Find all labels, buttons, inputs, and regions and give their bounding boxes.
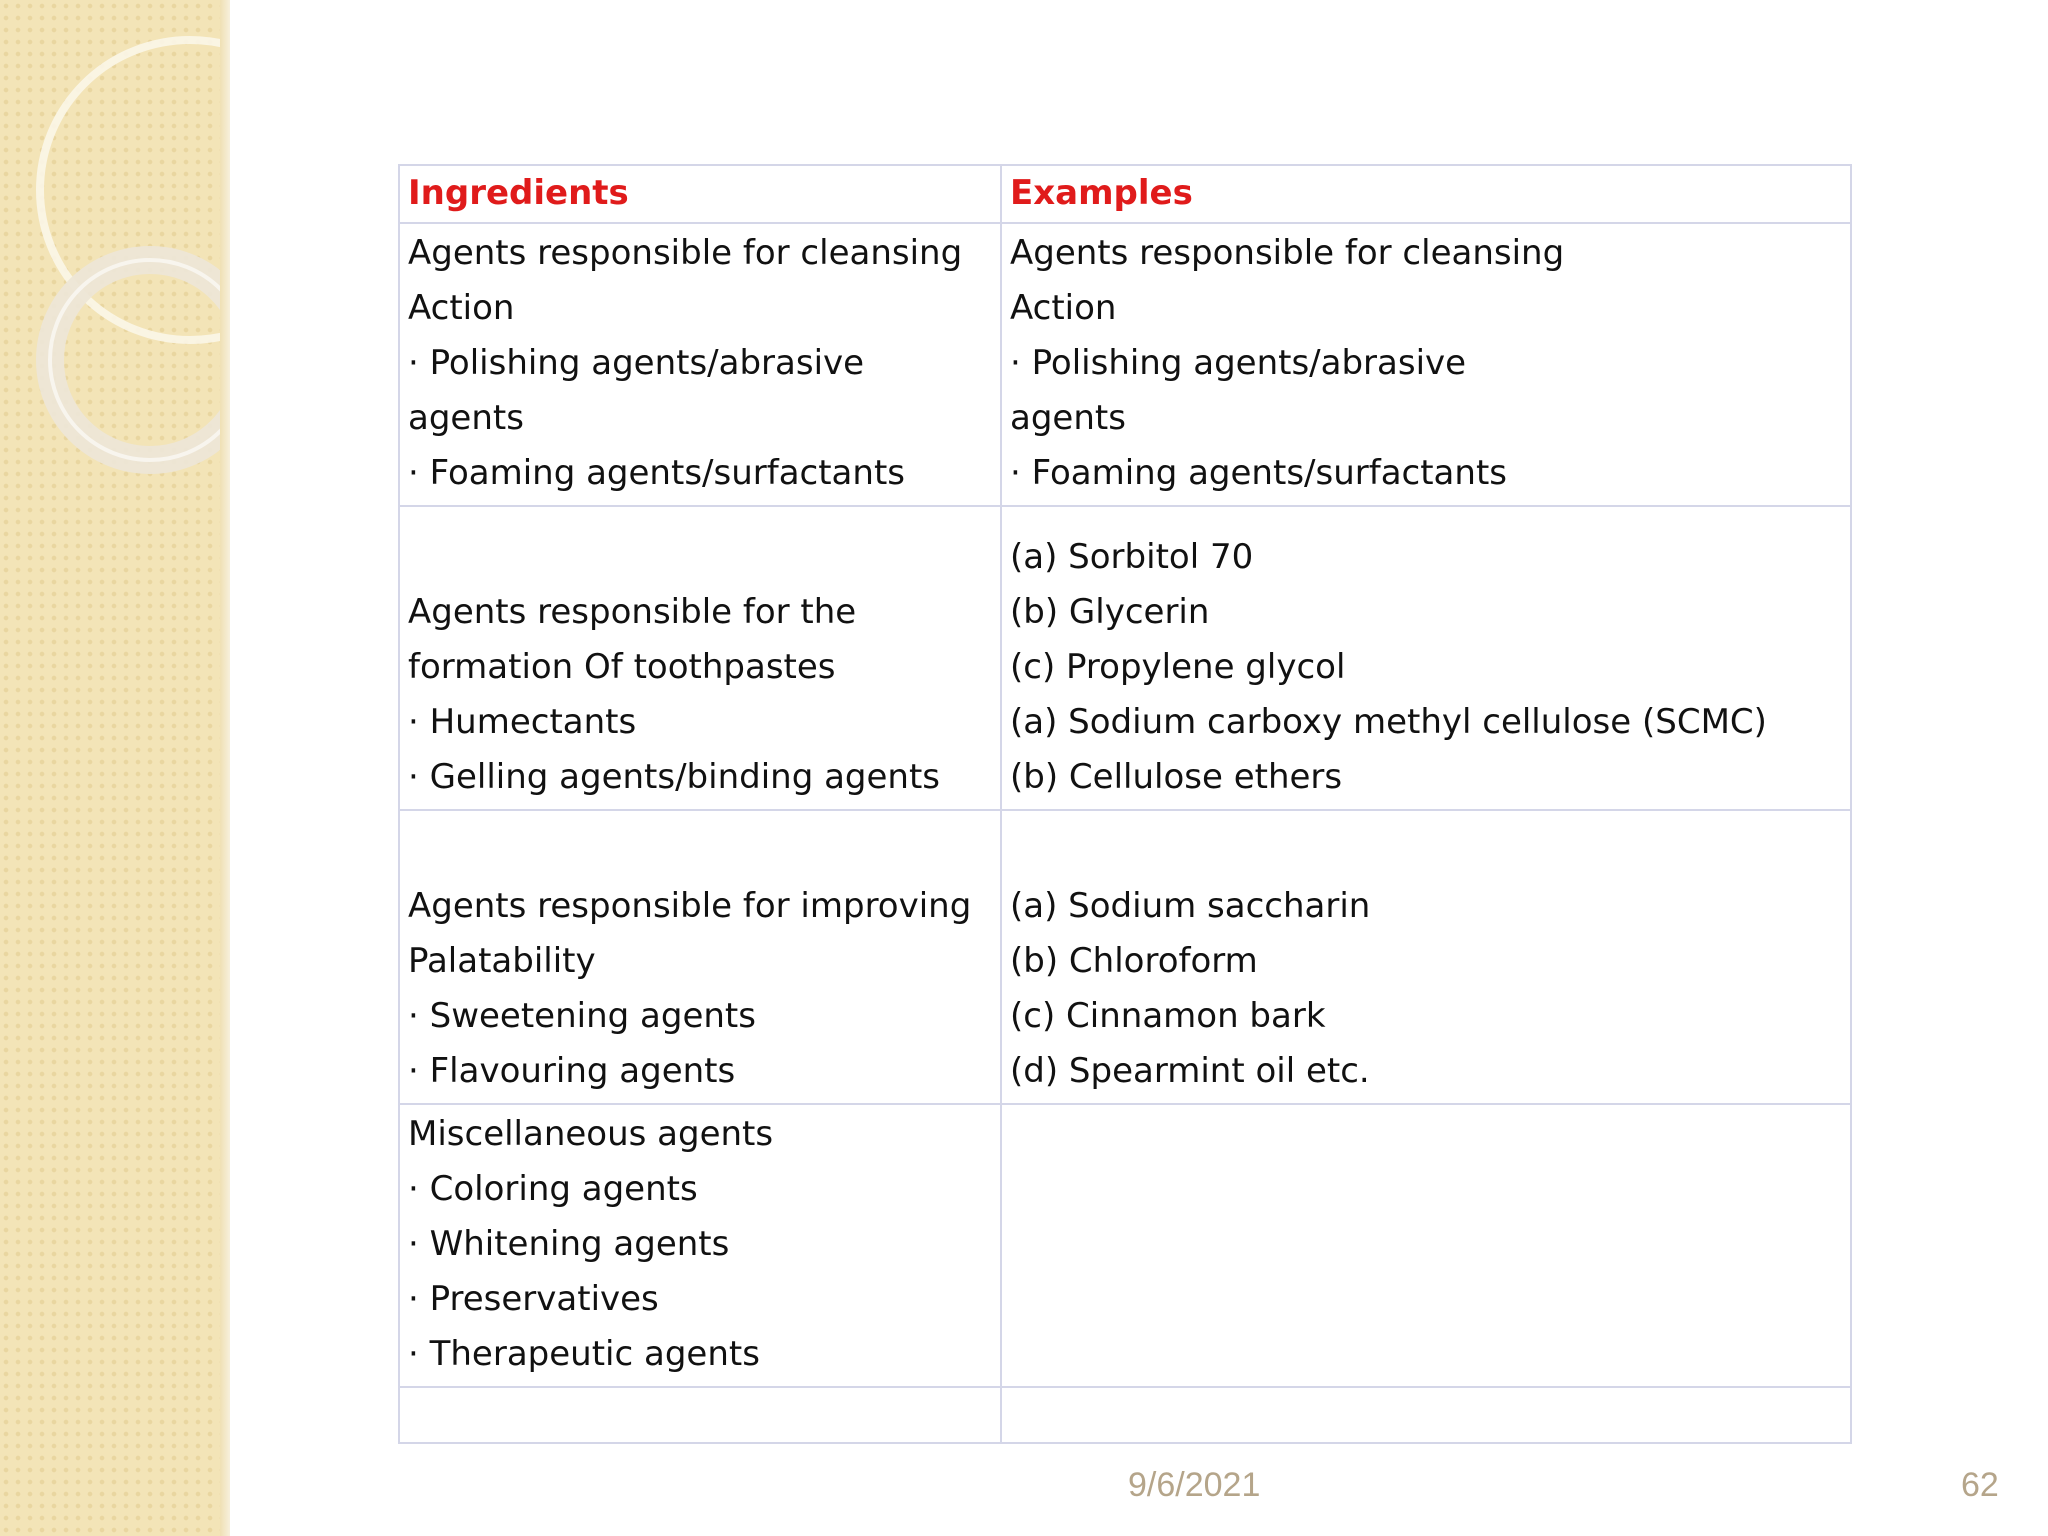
cell-line: · Humectants xyxy=(408,702,637,742)
cell-line: · Sweetening agents xyxy=(408,996,756,1036)
table-header-row xyxy=(399,165,1851,223)
cell-line: (c) Cinnamon bark xyxy=(1010,996,1326,1036)
cell-line: · Flavouring agents xyxy=(408,1051,736,1091)
cell-line: formation Of toothpastes xyxy=(408,647,836,687)
cell-line: (b) Chloroform xyxy=(1010,941,1258,981)
cell-line: · Whitening agents xyxy=(408,1224,730,1264)
cell-line: Palatability xyxy=(408,941,596,981)
table-row xyxy=(399,1104,1851,1387)
cell-line: · Foaming agents/surfactants xyxy=(1010,453,1507,493)
slide-date: 9/6/2021 xyxy=(1128,1466,1261,1504)
cell-line: (a) Sorbitol 70 xyxy=(1010,537,1254,577)
header-ingredients: Ingredients xyxy=(399,165,1001,223)
table-cell xyxy=(399,506,1001,810)
cell-line: (a) Sodium carboxy methyl cellulose (SCMC) xyxy=(1010,702,1767,742)
cell-line: · Therapeutic agents xyxy=(408,1334,760,1374)
decorative-rings-graphic xyxy=(0,0,230,520)
cell-line: · Gelling agents/binding agents xyxy=(408,757,941,797)
cell-line: (c) Propylene glycol xyxy=(1010,647,1346,687)
table-row xyxy=(399,223,1851,506)
strip-edge xyxy=(220,0,230,1536)
cell-line: Agents responsible for the xyxy=(408,592,857,632)
empty-table-row xyxy=(399,1387,1851,1443)
table-cell xyxy=(399,810,1001,1104)
cell-line: · Polishing agents/abrasive xyxy=(1010,343,1467,383)
decorative-side-strip xyxy=(0,0,230,1536)
cell-line: Action xyxy=(408,288,515,328)
cell-line: (b) Glycerin xyxy=(1010,592,1210,632)
cell-line: (b) Cellulose ethers xyxy=(1010,757,1343,797)
cell-line: agents xyxy=(1010,398,1126,438)
cell-line: agents xyxy=(408,398,524,438)
empty-table-cell xyxy=(1001,1387,1851,1443)
cell-line: Miscellaneous agents xyxy=(408,1114,774,1154)
cell-line: · Preservatives xyxy=(408,1279,659,1319)
empty-table-cell xyxy=(1001,1104,1851,1387)
header-examples: Examples xyxy=(1001,165,1851,223)
cell-line: Agents responsible for cleansing xyxy=(408,233,963,273)
table-cell xyxy=(1001,810,1851,1104)
cell-line: · Coloring agents xyxy=(408,1169,698,1209)
table-row xyxy=(399,810,1851,1104)
slide-page-number: 62 xyxy=(1961,1466,1999,1504)
cell-line: · Foaming agents/surfactants xyxy=(408,453,905,493)
table-cell xyxy=(399,223,1001,506)
cell-line: (a) Sodium saccharin xyxy=(1010,886,1371,926)
cell-line: Agents responsible for improving xyxy=(408,886,972,926)
table-row xyxy=(399,506,1851,810)
table-cell xyxy=(399,1104,1001,1387)
empty-table-cell xyxy=(399,1387,1001,1443)
cell-line: · Polishing agents/abrasive xyxy=(408,343,865,383)
ingredients-table xyxy=(398,164,1852,1444)
cell-line: Action xyxy=(1010,288,1117,328)
cell-line: Agents responsible for cleansing xyxy=(1010,233,1565,273)
table-cell xyxy=(1001,223,1851,506)
table-cell xyxy=(1001,506,1851,810)
cell-line: (d) Spearmint oil etc. xyxy=(1010,1051,1370,1091)
